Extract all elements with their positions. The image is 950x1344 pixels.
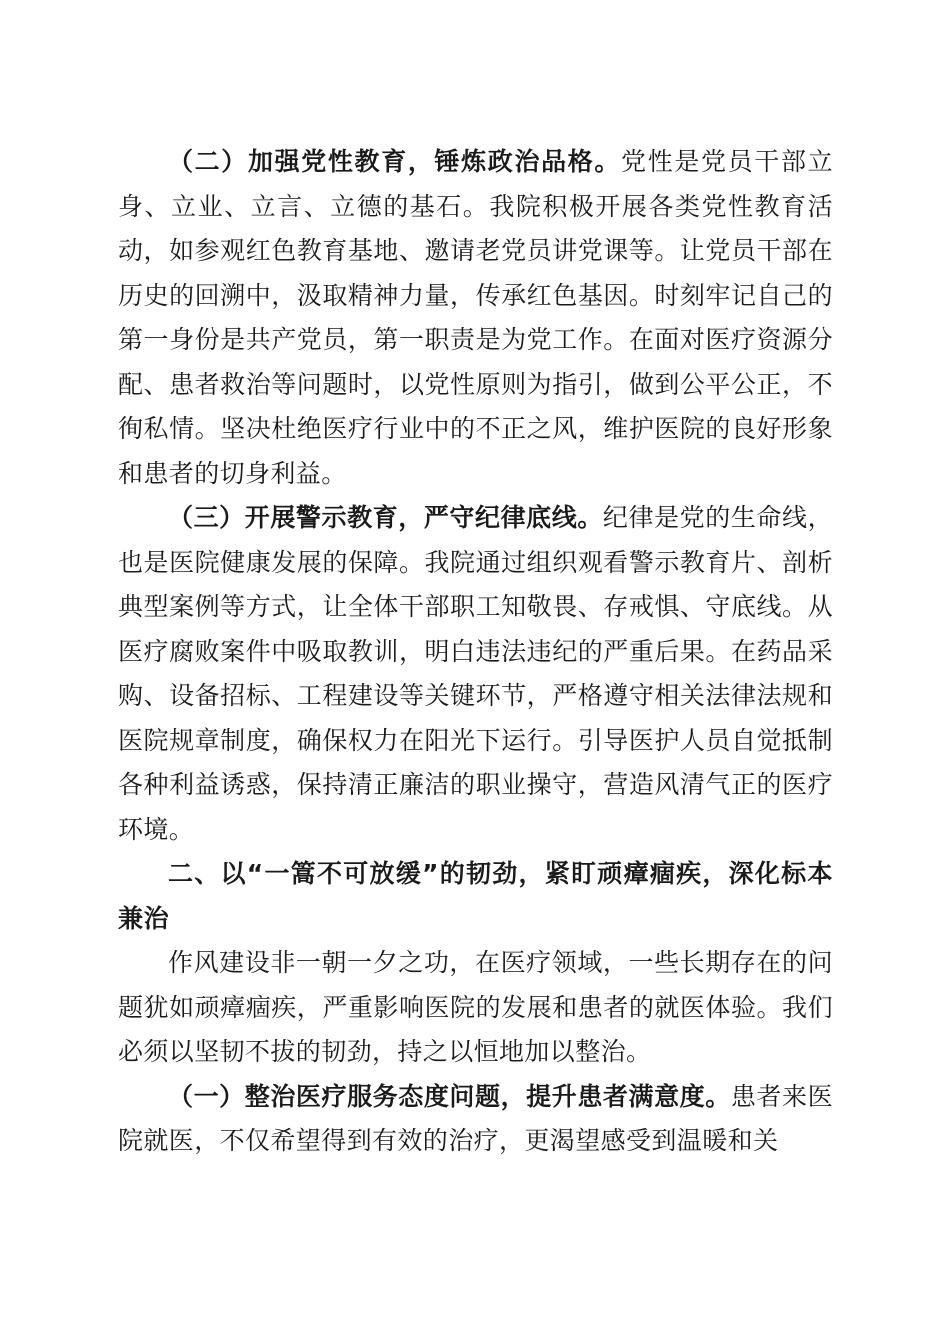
paragraph-body: 纪律是党的生命线，也是医院健康发展的保障。我院通过组织观看警示教育片、剖析典型案例等方式，让全体干部职工知敬畏、存戒惧、守底线。从医疗腐败案件中吸取教训，明白违法违纪的严重后果。在药品采购、设备招标、工程建设等关键环节，严格遵守相关法律法规和医院规章制度，确保权力在阳光下运行。引导医护人员自觉抵制各种利益诱惑，保持清正廉洁的职业操守，营造风清气正的医疗环境。 xyxy=(118,503,833,844)
section-heading: 二、以“一篙不可放缓”的韧劲，紧盯顽瘴痼疾，深化标本兼治 xyxy=(118,859,833,933)
paragraph-service-attitude xyxy=(118,1075,833,1164)
paragraph-lead: （二）加强党性教育，锤炼政治品格。 xyxy=(168,147,622,176)
paragraph-lead: （三）开展警示教育，严守纪律底线。 xyxy=(168,503,603,532)
paragraph-lead: （一）整治医疗服务态度问题，提升患者满意度。 xyxy=(168,1081,731,1111)
document-page xyxy=(118,140,833,1164)
paragraph-body: 患者来医院就医，不仅希望得到有效的治疗，更渴望感受到温暖和关 xyxy=(118,1081,833,1155)
paragraph-party-education xyxy=(118,140,833,496)
paragraph-body: 党性是党员干部立身、立业、立言、立德的基石。我院积极开展各类党性教育活动，如参观红色教育基地、邀请老党员讲党课等。让党员干部在历史的回溯中，汲取精神力量，传承红色基因。时刻牢记自己的第一身份是共产党员，第一职责是为党工作。在面对医疗资源分配、患者救治等问题时，以党性原则为指引，做到公平公正，不徇私情。坚决杜绝医疗行业中的不正之风，维护医院的良好形象和患者的切身利益。 xyxy=(118,147,833,488)
paragraph-warning-education xyxy=(118,496,833,852)
intro-paragraph: 作风建设非一朝一夕之功，在医疗领域，一些长期存在的问题犹如顽瘴痼疾，严重影响医院的发展和患者的就医体验。我们必须以坚韧不拔的韧劲，持之以恒地加以整治。 xyxy=(118,948,833,1066)
